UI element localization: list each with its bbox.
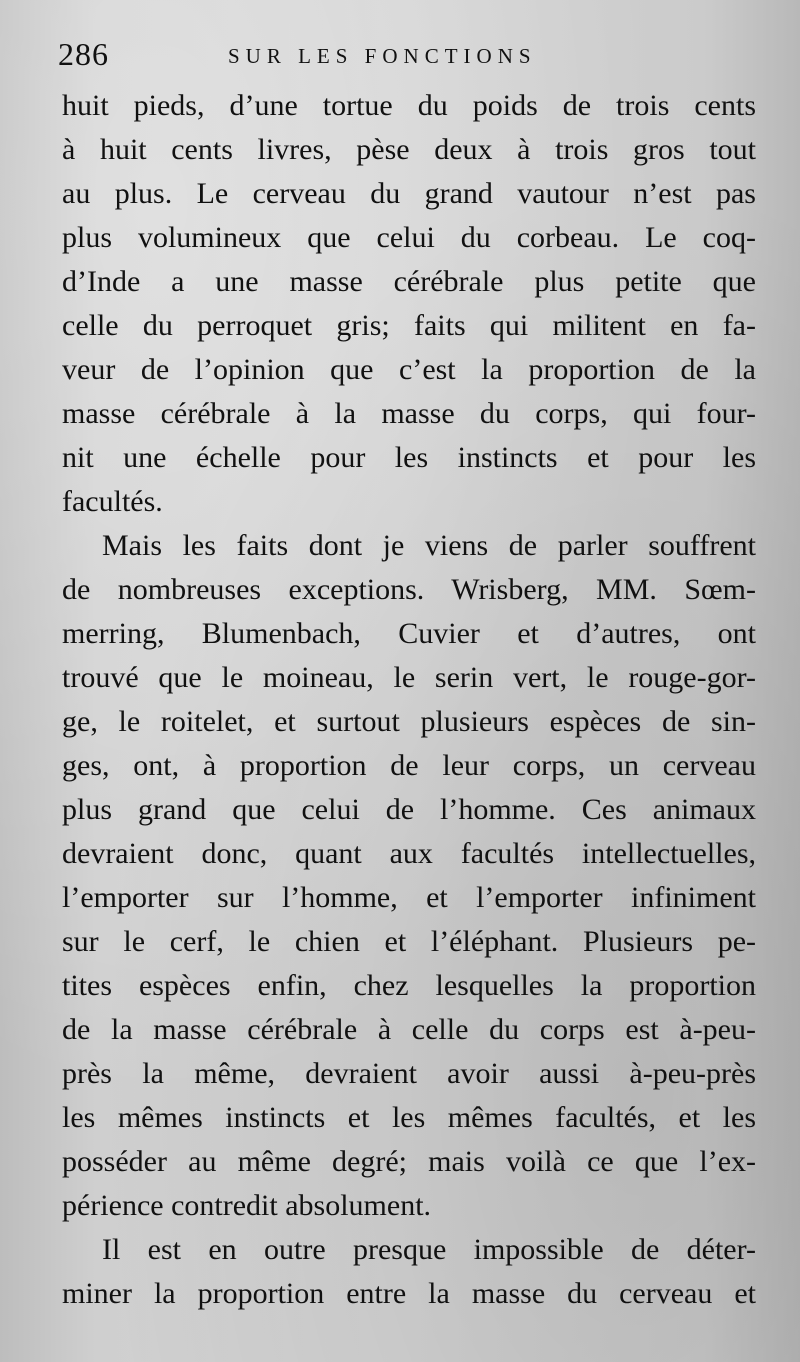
text-line: facultés. bbox=[62, 485, 163, 518]
text-line: de la masse cérébrale à celle du corps est à-peu- bbox=[62, 1013, 756, 1046]
text-line: posséder au même degré; mais voilà ce que l’ex- bbox=[62, 1145, 756, 1178]
text-line: ge, le roitelet, et surtout plusieurs espèces de sin- bbox=[62, 705, 756, 738]
text-line: périence contredit absolument. bbox=[62, 1189, 432, 1222]
text-line: au plus. Le cerveau du grand vautour n’est pas bbox=[62, 177, 756, 210]
paragraph-start-line: Mais les faits dont je viens de parler souffrent bbox=[102, 529, 756, 562]
text-line: ges, ont, à proportion de leur corps, un cerveau bbox=[62, 749, 756, 782]
text-line: nit une échelle pour les instincts et pour les bbox=[62, 441, 756, 474]
text-line: l’emporter sur l’homme, et l’emporter infiniment bbox=[62, 881, 756, 914]
text-line: trouvé que le moineau, le serin vert, le rouge-gor- bbox=[62, 661, 756, 694]
page-header bbox=[58, 36, 758, 76]
text-line: tites espèces enfin, chez lesquelles la proportion bbox=[62, 969, 756, 1002]
running-head: SUR LES FONCTIONS bbox=[228, 44, 537, 68]
text-line: de nombreuses exceptions. Wrisberg, MM. Sœm- bbox=[62, 573, 756, 606]
text-line: huit pieds, d’une tortue du poids de trois cents bbox=[62, 89, 756, 122]
text-line: plus volumineux que celui du corbeau. Le coq- bbox=[62, 221, 756, 254]
text-line: à huit cents livres, pèse deux à trois gros tout bbox=[62, 133, 756, 166]
text-line: celle du perroquet gris; faits qui militent en fa- bbox=[62, 309, 756, 342]
text-line: d’Inde a une masse cérébrale plus petite que bbox=[62, 265, 756, 298]
text-line: miner la proportion entre la masse du cerveau et bbox=[62, 1277, 756, 1310]
body-text bbox=[62, 84, 756, 1316]
text-line: veur de l’opinion que c’est la proportion de la bbox=[62, 353, 756, 386]
text-line: les mêmes instincts et les mêmes facultés, et les bbox=[62, 1101, 756, 1134]
text-line: sur le cerf, le chien et l’éléphant. Plusieurs pe- bbox=[62, 925, 756, 958]
text-line: plus grand que celui de l’homme. Ces animaux bbox=[62, 793, 756, 826]
text-line: près la même, devraient avoir aussi à-peu-près bbox=[62, 1057, 756, 1090]
page-number: 286 bbox=[58, 36, 109, 72]
text-line: masse cérébrale à la masse du corps, qui four- bbox=[62, 397, 756, 430]
text-line: merring, Blumenbach, Cuvier et d’autres, ont bbox=[62, 617, 756, 650]
text-line: devraient donc, quant aux facultés intellectuelles, bbox=[62, 837, 756, 870]
paragraph-start-line: Il est en outre presque impossible de déter- bbox=[102, 1233, 756, 1266]
